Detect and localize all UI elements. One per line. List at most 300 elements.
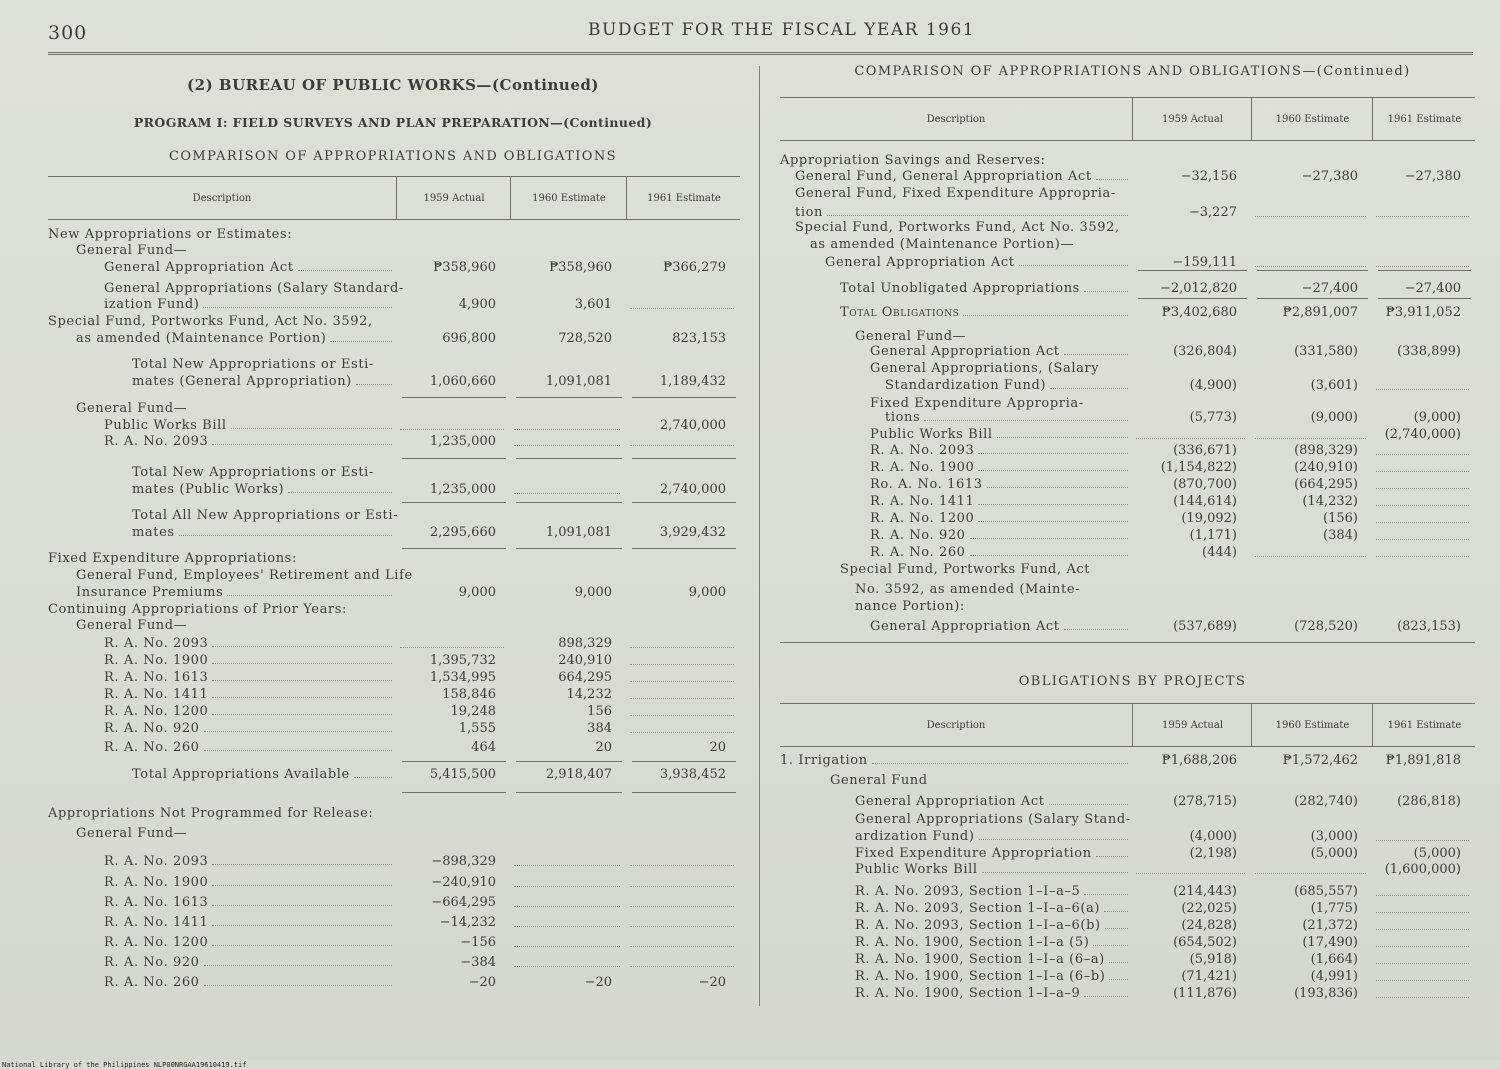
cell-value: −20: [698, 975, 726, 990]
row-label: R. A. No. 1411: [870, 494, 975, 509]
table-row: [780, 952, 1475, 969]
cell-value: −898,329: [431, 854, 496, 869]
row-label: General Appropriations (Salary Stand-: [855, 812, 1131, 827]
row-label: nance Portion):: [855, 599, 965, 614]
cell-value: (664,295): [1294, 477, 1358, 492]
row-label: Appropriation Savings and Reserves:: [780, 153, 1046, 168]
row-label: Appropriations Not Programmed for Release:: [48, 806, 374, 821]
table-caption-line: [48, 826, 740, 843]
leader-dots: [212, 895, 392, 906]
projects-section-title: OBLIGATIONS BY PROJECTS: [1018, 674, 1247, 689]
row-label: R. A. No. 1200: [104, 704, 209, 719]
leader-dots: [1050, 378, 1128, 389]
col-1960-estimate: 1960 Estimate: [1251, 98, 1373, 140]
table-caption-line: [780, 599, 1475, 616]
row-label: R. A. No. 2093: [104, 854, 209, 869]
table-row: [48, 418, 740, 435]
row-label: R. A. No. 260: [104, 975, 200, 990]
row-description: [870, 396, 1475, 411]
empty-cell-leader: [514, 906, 620, 907]
cell-value: −2,012,820: [1159, 281, 1237, 296]
row-description: [855, 599, 1475, 614]
cell-value: −27,380: [1404, 169, 1461, 184]
empty-cell-leader: [514, 946, 620, 947]
table-row: [780, 460, 1475, 477]
table-row: [780, 862, 1475, 879]
row-label: General Fund—: [76, 826, 188, 841]
empty-cell-leader: [1255, 266, 1366, 267]
row-label: R. A. No. 1900: [104, 875, 209, 890]
row-description: [840, 562, 1475, 577]
table-row: [780, 477, 1475, 494]
cell-value: (22,025): [1181, 901, 1237, 916]
row-label: R. A. No. 1411: [104, 687, 209, 702]
cell-value: (898,329): [1294, 443, 1358, 458]
row-label: General Fund: [830, 773, 928, 788]
table-row: [780, 794, 1475, 811]
cell-value: −27,400: [1301, 281, 1358, 296]
leader-dots: [1064, 619, 1128, 630]
table-caption-line: [48, 551, 740, 568]
table-caption-line: [48, 618, 740, 635]
cell-value: ₱1,891,818: [1385, 753, 1461, 768]
cell-value: 20: [709, 740, 726, 755]
row-description: [76, 568, 740, 583]
table-row: [48, 721, 740, 738]
table-row: [48, 975, 740, 992]
cell-value: 19,248: [450, 704, 496, 719]
cell-value: ₱3,911,052: [1385, 305, 1461, 320]
cell-value: (111,876): [1173, 986, 1237, 1001]
empty-cell-leader: [630, 732, 734, 733]
row-description: [870, 361, 1475, 376]
empty-cell-leader: [1376, 522, 1469, 523]
empty-cell-leader: [1376, 471, 1469, 472]
cell-value: (9,000): [1413, 410, 1461, 425]
cell-value: −240,910: [431, 875, 496, 890]
cell-value: −664,295: [431, 895, 496, 910]
row-description: [104, 260, 396, 275]
table-row: [780, 901, 1475, 918]
row-label: R. A. No. 1900, Section 1–I–a (5): [855, 935, 1090, 950]
subtotal-rule: [632, 548, 736, 549]
left-table-header: [48, 176, 740, 220]
leader-dots: [1109, 969, 1128, 980]
row-label: as amended (Maintenance Portion)—: [810, 237, 1075, 252]
col-description: Description: [926, 113, 986, 125]
row-description: [870, 344, 1132, 359]
leader-dots: [204, 721, 392, 732]
row-description: [48, 227, 740, 242]
row-description: [855, 329, 1475, 344]
row-label: Total New Appropriations or Esti-: [132, 357, 374, 372]
row-label: General Fund, Fixed Expenditure Appropria-: [795, 186, 1116, 201]
subtotal-rule: [632, 761, 736, 762]
cell-value: ₱2,891,007: [1282, 305, 1358, 320]
row-description: [104, 687, 396, 702]
empty-cell-leader: [630, 308, 734, 309]
table-row: [780, 753, 1475, 770]
subtotal-rule: [516, 792, 622, 793]
scan-source-footer: National Library of the Philippines NLP00NRGAA19610419.tif: [2, 1061, 247, 1069]
table-caption-line: [780, 812, 1475, 829]
cell-value: (1,600,000): [1384, 862, 1461, 877]
row-label: General Appropriation Act: [825, 255, 1015, 270]
row-label: R. A. No. 1900, Section 1–I–a–9: [855, 986, 1081, 1001]
subtotal-rule: [1138, 298, 1247, 299]
table-row: [780, 494, 1475, 511]
subtotal-rule: [632, 458, 736, 459]
leader-dots: [212, 854, 392, 865]
table-row: [48, 895, 740, 912]
cell-value: 1,091,081: [545, 374, 612, 389]
empty-cell-leader: [1376, 539, 1469, 540]
subtotal-rule: [402, 792, 506, 793]
row-description: [870, 477, 1132, 492]
leader-dots: [1105, 918, 1128, 929]
row-label: Ro. A. No. 1613: [870, 477, 983, 492]
leader-dots: [212, 434, 392, 445]
leader-dots: [997, 427, 1128, 438]
table-row: [48, 935, 740, 952]
row-description: [132, 767, 396, 782]
header-rule: [48, 52, 1473, 55]
row-description: [840, 305, 1132, 320]
row-label: ization Fund): [104, 297, 200, 312]
leader-dots: [212, 653, 392, 664]
cell-value: (1,664): [1310, 952, 1358, 967]
col-1959-actual: 1959 Actual: [1132, 704, 1252, 746]
cell-value: (71,421): [1181, 969, 1237, 984]
empty-cell-leader: [514, 966, 620, 967]
leader-dots: [978, 460, 1128, 471]
row-label: General Appropriation Act: [855, 794, 1045, 809]
cell-value: (5,918): [1189, 952, 1237, 967]
row-label: mates (Public Works): [132, 482, 285, 497]
row-description: [855, 952, 1132, 967]
col-1960-estimate: 1960 Estimate: [1251, 704, 1373, 746]
empty-cell-leader: [630, 926, 734, 927]
table-row: [48, 670, 740, 687]
cell-value: (19,092): [1181, 511, 1237, 526]
row-label: R. A. No. 1200: [870, 511, 975, 526]
row-description: [870, 511, 1132, 526]
table-row: [780, 969, 1475, 986]
row-description: [855, 582, 1475, 597]
subtotal-rule: [632, 502, 736, 503]
column-divider: [759, 66, 760, 1006]
row-description: [76, 243, 740, 258]
row-description: [132, 525, 396, 540]
empty-cell-leader: [1376, 266, 1469, 267]
leader-dots: [982, 862, 1128, 873]
row-description: [870, 619, 1132, 634]
cell-value: (282,740): [1294, 794, 1358, 809]
row-label: tions: [885, 410, 921, 425]
row-description: [780, 153, 1475, 168]
empty-cell-leader: [630, 681, 734, 682]
row-description: [855, 918, 1132, 933]
table-row: [48, 915, 740, 932]
table-row: [48, 955, 740, 972]
cell-value: 1,235,000: [429, 482, 496, 497]
col-description: Description: [926, 719, 986, 731]
row-label: ardization Fund): [855, 829, 975, 844]
cell-value: (286,818): [1397, 794, 1461, 809]
subtotal-rule: [516, 548, 622, 549]
row-label: R. A. No. 920: [104, 955, 200, 970]
cell-value: (870,700): [1173, 477, 1237, 492]
empty-cell-leader: [1376, 505, 1469, 506]
empty-cell-leader: [1255, 438, 1366, 439]
empty-cell-leader: [1376, 895, 1469, 896]
cell-value: ₱358,960: [549, 260, 612, 275]
table-row: [780, 511, 1475, 528]
row-description: [104, 297, 396, 312]
table-row: [48, 740, 740, 757]
subtotal-rule: [402, 502, 506, 503]
row-label: General Fund—: [76, 618, 188, 633]
row-label: Continuing Appropriations of Prior Years:: [48, 602, 347, 617]
cell-value: −156: [460, 935, 496, 950]
table-caption-line: [48, 314, 740, 331]
table-caption-line: [48, 243, 740, 260]
row-description: [104, 915, 396, 930]
row-description: [48, 551, 740, 566]
leader-dots: [204, 975, 392, 986]
cell-value: (331,580): [1294, 344, 1358, 359]
table-row: [780, 619, 1475, 636]
leader-dots: [1064, 344, 1128, 355]
table-caption-line: [48, 227, 740, 244]
empty-cell-leader: [630, 698, 734, 699]
cell-value: 696,800: [442, 331, 496, 346]
cell-value: −20: [468, 975, 496, 990]
cell-value: 3,938,452: [659, 767, 726, 782]
cell-value: 2,740,000: [659, 482, 726, 497]
table-row: [780, 884, 1475, 901]
leader-dots: [179, 525, 392, 536]
subtotal-rule: [632, 792, 736, 793]
row-description: [104, 854, 396, 869]
row-label: General Fund, General Appropriation Act: [795, 169, 1092, 184]
row-description: [855, 901, 1132, 916]
table-caption-line: [48, 465, 740, 482]
cell-value: −3,227: [1188, 205, 1237, 220]
leader-dots: [354, 767, 392, 778]
leader-dots: [1084, 884, 1128, 895]
cell-value: 2,295,660: [429, 525, 496, 540]
row-label: R. A. No. 1900: [104, 653, 209, 668]
empty-cell-leader: [1376, 997, 1469, 998]
row-description: [104, 704, 396, 719]
page-number: 300: [48, 22, 88, 44]
empty-cell-leader: [514, 445, 620, 446]
empty-cell-leader: [514, 429, 620, 430]
leader-dots: [978, 494, 1128, 505]
empty-cell-leader: [630, 966, 734, 967]
cell-value: ₱366,279: [663, 260, 726, 275]
row-description: [104, 875, 396, 890]
empty-cell-leader: [630, 865, 734, 866]
table-row: [780, 846, 1475, 863]
empty-cell-leader: [1376, 454, 1469, 455]
row-description: [870, 494, 1132, 509]
table-row: [780, 378, 1475, 395]
cell-value: (537,689): [1173, 619, 1237, 634]
cell-value: 1,060,660: [429, 374, 496, 389]
empty-cell-leader: [1136, 873, 1245, 874]
empty-cell-leader: [1376, 912, 1469, 913]
row-label: New Appropriations or Estimates:: [48, 227, 293, 242]
row-description: [855, 969, 1132, 984]
row-description: [76, 401, 740, 416]
leader-dots: [288, 482, 392, 493]
cell-value: −32,156: [1180, 169, 1237, 184]
cell-value: 1,235,000: [429, 434, 496, 449]
cell-value: (823,153): [1397, 619, 1461, 634]
row-description: [132, 508, 740, 523]
left-section-title: COMPARISON OF APPROPRIATIONS AND OBLIGATIONS: [169, 149, 617, 164]
cell-value: 3,929,432: [659, 525, 726, 540]
leader-dots: [212, 636, 392, 647]
leader-dots: [212, 875, 392, 886]
cell-value: (728,520): [1294, 619, 1358, 634]
cell-value: 9,000: [458, 585, 496, 600]
row-description: [795, 169, 1132, 184]
empty-cell-leader: [1376, 488, 1469, 489]
subtotal-rule: [632, 397, 736, 398]
table-row: [48, 636, 740, 653]
row-description: [855, 986, 1132, 1001]
cell-value: −20: [584, 975, 612, 990]
empty-cell-leader: [1376, 980, 1469, 981]
empty-cell-leader: [514, 886, 620, 887]
row-label: R. A. No. 920: [870, 528, 966, 543]
row-label: tion: [795, 205, 823, 220]
empty-cell-leader: [1255, 556, 1366, 557]
row-description: [855, 829, 1132, 844]
cell-value: 9,000: [574, 585, 612, 600]
cell-value: (9,000): [1310, 410, 1358, 425]
empty-cell-leader: [1376, 389, 1469, 390]
row-label: R. A. No. 2093: [104, 636, 209, 651]
cell-value: (384): [1323, 528, 1358, 543]
row-description: [104, 895, 396, 910]
leader-dots: [330, 331, 392, 342]
row-label: Total Appropriations Available: [132, 767, 350, 782]
table-caption-line: [780, 361, 1475, 378]
cell-value: −14,232: [439, 915, 496, 930]
subtotal-rule: [516, 502, 622, 503]
cell-value: (21,372): [1302, 918, 1358, 933]
row-description: [76, 618, 740, 633]
row-description: [855, 794, 1132, 809]
leader-dots: [827, 205, 1128, 216]
row-label: General Appropriation Act: [870, 619, 1060, 634]
empty-cell-leader: [1255, 216, 1366, 217]
empty-cell-leader: [630, 445, 734, 446]
cell-value: 2,918,407: [545, 767, 612, 782]
cell-value: 158,846: [442, 687, 496, 702]
row-description: [810, 237, 1475, 252]
cell-value: (338,899): [1397, 344, 1461, 359]
cell-value: (2,740,000): [1384, 427, 1461, 442]
table-row: [48, 687, 740, 704]
empty-cell-leader: [630, 946, 734, 947]
leader-dots: [203, 297, 392, 308]
leader-dots: [231, 418, 392, 429]
cell-value: (5,773): [1189, 410, 1237, 425]
cell-value: (685,557): [1294, 884, 1358, 899]
cell-value: (1,171): [1189, 528, 1237, 543]
col-1961-estimate: 1961 Estimate: [1372, 98, 1476, 140]
row-label: R. A. No. 1900, Section 1–I–a (6–a): [855, 952, 1105, 967]
leader-dots: [227, 585, 392, 596]
row-label: Fixed Expenditure Appropriations:: [48, 551, 297, 566]
leader-dots: [970, 528, 1128, 539]
table-caption-line: [780, 220, 1475, 237]
leader-dots: [212, 687, 392, 698]
table-row: [48, 854, 740, 871]
row-description: [76, 585, 396, 600]
subtotal-rule: [402, 397, 506, 398]
table-row: [780, 829, 1475, 846]
leader-dots: [212, 915, 392, 926]
table-row: [48, 875, 740, 892]
empty-cell-leader: [1255, 873, 1366, 874]
row-description: [870, 460, 1132, 475]
cell-value: (444): [1202, 545, 1237, 560]
row-label: mates: [132, 525, 175, 540]
empty-cell-leader: [630, 715, 734, 716]
col-1959-actual: 1959 Actual: [396, 177, 511, 219]
row-label: General Fund, Employees' Retirement and Life: [76, 568, 413, 583]
row-label: R. A. No. 260: [104, 740, 200, 755]
row-label: Total New Appropriations or Esti-: [132, 465, 374, 480]
table-row: [780, 305, 1475, 322]
row-description: [830, 773, 1475, 788]
row-description: [104, 418, 396, 433]
empty-cell-leader: [514, 493, 620, 494]
table-row: [780, 427, 1475, 444]
cell-value: (4,991): [1310, 969, 1358, 984]
cell-value: 464: [471, 740, 496, 755]
subtotal-rule: [516, 761, 622, 762]
cell-value: (3,601): [1310, 378, 1358, 393]
subtotal-rule: [1138, 270, 1247, 271]
leader-dots: [212, 704, 392, 715]
empty-cell-leader: [1376, 216, 1469, 217]
leader-dots: [978, 511, 1128, 522]
row-label: R. A. No. 1613: [104, 895, 209, 910]
row-description: [870, 443, 1132, 458]
cell-value: 664,295: [558, 670, 612, 685]
row-label: General Appropriation Act: [104, 260, 294, 275]
row-label: R. A. No. 1900, Section 1–I–a (6–b): [855, 969, 1106, 984]
row-description: [132, 482, 396, 497]
leader-dots: [204, 740, 392, 751]
leader-dots: [978, 443, 1128, 454]
projects-table-header: [780, 703, 1475, 747]
table-caption-line: [48, 508, 740, 525]
row-description: [885, 410, 1132, 425]
cell-value: 156: [587, 704, 612, 719]
col-1960-estimate: 1960 Estimate: [510, 177, 627, 219]
page-running-title: BUDGET FOR THE FISCAL YEAR 1961: [588, 20, 976, 40]
leader-dots: [1093, 935, 1128, 946]
row-label: R. A. No. 2093, Section 1–I–a–6(b): [855, 918, 1101, 933]
